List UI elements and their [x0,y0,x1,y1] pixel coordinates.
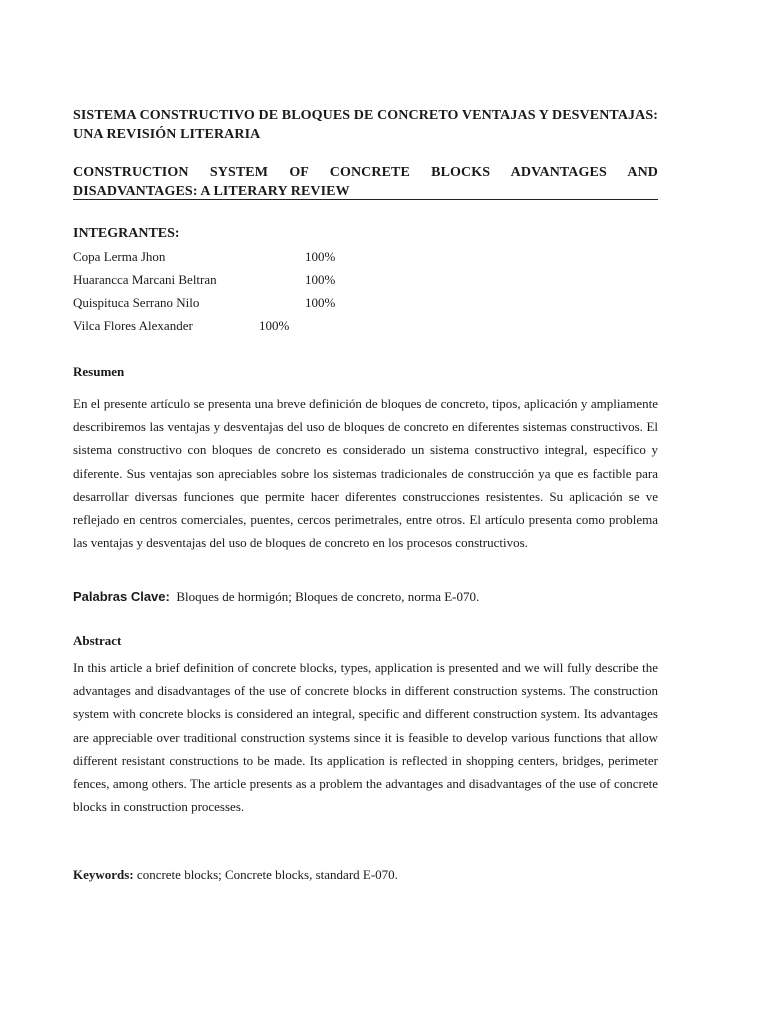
member-percent: 100% [305,272,336,287]
member-row [73,293,473,313]
abstract-paragraph: In this article a brief definition of concrete blocks, types, application is presented and we will fully describe the advantages and disadvantages of the use of concrete blocks in different construction systems. The construction system with concrete blocks is considered an integral, specific and different construction system. Its advantages are appreciable over traditional construction systems since it is feasible to develop various functions that allow different resistant constructions to be made. Its application is reflected in shopping centers, bridges, perimeter fences, among others. The article presents as a problem the advantages and disadvantages of the use of concrete blocks in construction processes. [73,660,658,815]
keywords-text: concrete blocks; Concrete blocks, standard E-070. [136,867,398,882]
abstract-heading: Abstract [73,633,122,648]
members-heading: INTEGRANTES: [73,226,180,241]
member-row [73,247,473,267]
member-percent: 100% [305,295,336,310]
member-percent: 100% [305,249,336,264]
resumen-heading: Resumen [73,364,125,379]
title-divider [73,199,658,200]
palabras-clave [73,589,479,605]
member-name: Huarancca Marcani Beltran [73,272,217,287]
palabras-clave-label: Palabras Clave: [73,589,170,604]
title-spanish: SISTEMA CONSTRUCTIVO DE BLOQUES DE CONCRETO VENTAJAS Y DESVENTAJAS: UNA REVISIÓN LITERARIA [73,108,658,142]
member-row [73,270,473,290]
member-name: Copa Lerma Jhon [73,249,166,264]
keywords-label: Keywords: [73,867,134,882]
member-row [73,316,473,336]
title-english: CONSTRUCTION SYSTEM OF CONCRETE BLOCKS ADVANTAGES AND DISADVANTAGES: A LITERARY REVIEW [73,165,658,199]
keywords [73,867,398,883]
member-name: Vilca Flores Alexander [73,318,193,333]
palabras-clave-text: Bloques de hormigón; Bloques de concreto, norma E-070. [176,589,480,604]
resumen-paragraph: En el presente artículo se presenta una breve definición de bloques de concreto, tipos, aplicación y ampliamente describiremos las ventajas y desventajas del uso de bloques de concreto en diferentes sistemas constructivos. El sistema constructivo con bloques de concreto es considerado un sistema constructivo integral, específico y diferente. Sus ventajas son apreciables sobre los sistemas tradicionales de construcción ya que es factible para desarrollar diversas funciones que permite hacer diferentes construcciones resistentes. Su aplicación se ve reflejado en centros comerciales, puentes, cercos perimetrales, entre otros. El artículo presenta como problema las ventajas y desventajas del uso de bloques de concreto en los procesos constructivos. [73,396,658,551]
member-name: Quispituca Serrano Nilo [73,295,200,310]
member-percent: 100% [259,318,290,333]
